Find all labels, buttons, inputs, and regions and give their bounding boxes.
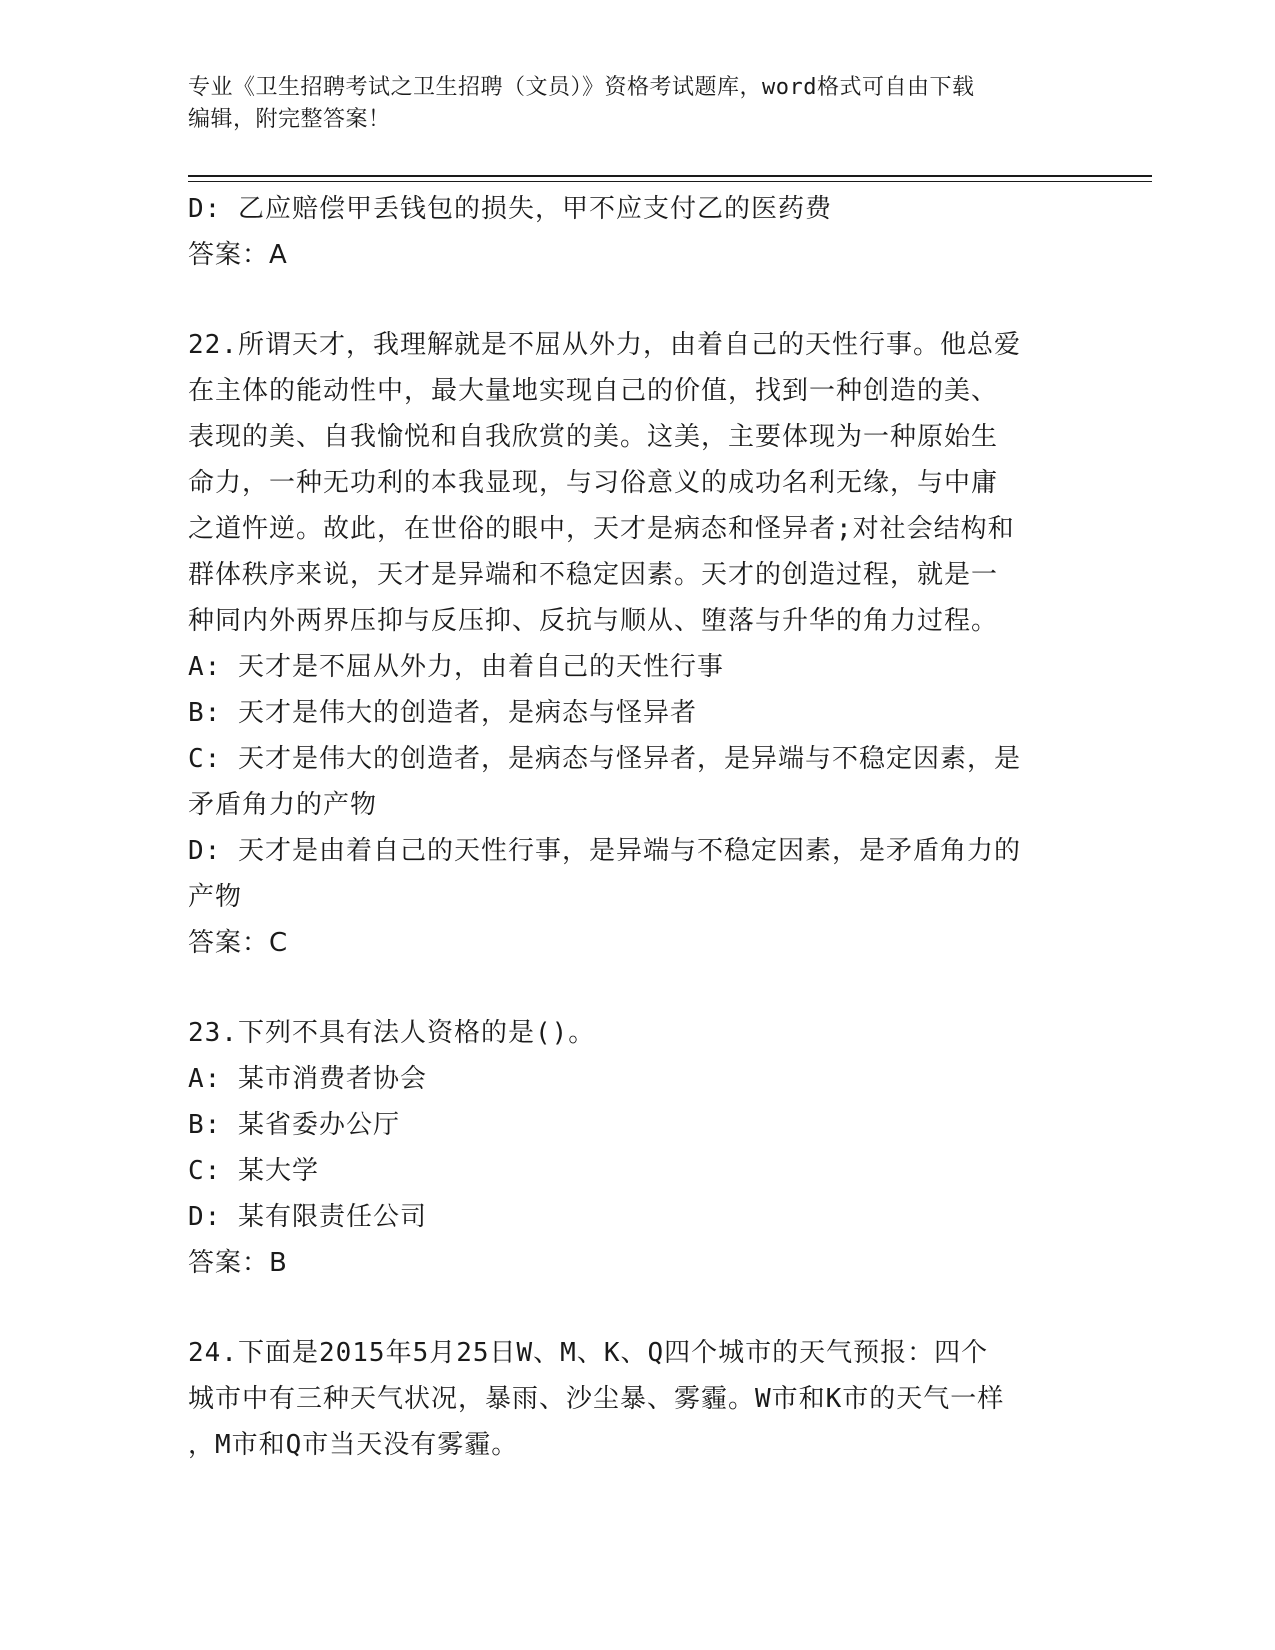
document-body	[188, 186, 1088, 1468]
question-text-line: 城市中有三种天气状况，暴雨、沙尘暴、雾霾。W市和K市的天气一样	[188, 1384, 1005, 1414]
question-text-line: 之道忤逆。故此，在世俗的眼中，天才是病态和怪异者;对社会结构和	[188, 514, 1015, 544]
question-24	[188, 1330, 1088, 1468]
question-text-line: 24.下面是2015年5月25日W、M、K、Q四个城市的天气预报：四个	[188, 1338, 989, 1368]
answer: 答案：B	[188, 1248, 288, 1278]
question-text-line: ，M市和Q市当天没有雾霾。	[188, 1430, 519, 1460]
option-d: D: 天才是由着自己的天性行事，是异端与不稳定因素，是矛盾角力的	[188, 836, 1021, 866]
question-text-line: 在主体的能动性中，最大量地实现自己的价值，找到一种创造的美、	[188, 376, 999, 406]
question-text-line: 表现的美、自我愉悦和自我欣赏的美。这美，主要体现为一种原始生	[188, 422, 999, 452]
question-text-line: 22.所谓天才，我理解就是不屈从外力，由着自己的天性行事。他总爱	[188, 330, 1021, 360]
header-rule-thick	[188, 175, 1152, 177]
spacer	[188, 966, 1088, 1010]
question-22	[188, 322, 1088, 966]
question-text-line: 群体秩序来说，天才是异端和不稳定因素。天才的创造过程，就是一	[188, 560, 999, 590]
question-text: 23.下列不具有法人资格的是()。	[188, 1018, 596, 1048]
header-line-2: 编辑，附完整答案！	[188, 107, 391, 132]
spacer	[188, 1286, 1088, 1330]
option-b: B: 某省委办公厅	[188, 1110, 400, 1140]
header-line-1: 专业《卫生招聘考试之卫生招聘（文员）》资格考试题库，word格式可自由下载	[188, 75, 975, 100]
answer: 答案：C	[188, 928, 289, 958]
document-header	[188, 72, 1068, 136]
question-23	[188, 1010, 1088, 1286]
question-text-line: 命力，一种无功利的本我显现，与习俗意义的成功名利无缘，与中庸	[188, 468, 999, 498]
answer: 答案：A	[188, 240, 288, 270]
option-c-continued: 矛盾角力的产物	[188, 790, 378, 820]
option-b: B: 天才是伟大的创造者，是病态与怪异者	[188, 698, 697, 728]
question-21-tail	[188, 186, 1088, 278]
option-d-continued: 产物	[188, 882, 243, 912]
option-a: A: 天才是不屈从外力，由着自己的天性行事	[188, 652, 724, 682]
option-d: D: 某有限责任公司	[188, 1202, 427, 1232]
header-rule-thin	[188, 181, 1152, 182]
option-d: D: 乙应赔偿甲丢钱包的损失，甲不应支付乙的医药费	[188, 194, 832, 224]
spacer	[188, 278, 1088, 322]
question-text-line: 种同内外两界压抑与反压抑、反抗与顺从、堕落与升华的角力过程。	[188, 606, 999, 636]
option-c: C: 天才是伟大的创造者，是病态与怪异者，是异端与不稳定因素，是	[188, 744, 1021, 774]
option-a: A: 某市消费者协会	[188, 1064, 427, 1094]
option-c: C: 某大学	[188, 1156, 319, 1186]
